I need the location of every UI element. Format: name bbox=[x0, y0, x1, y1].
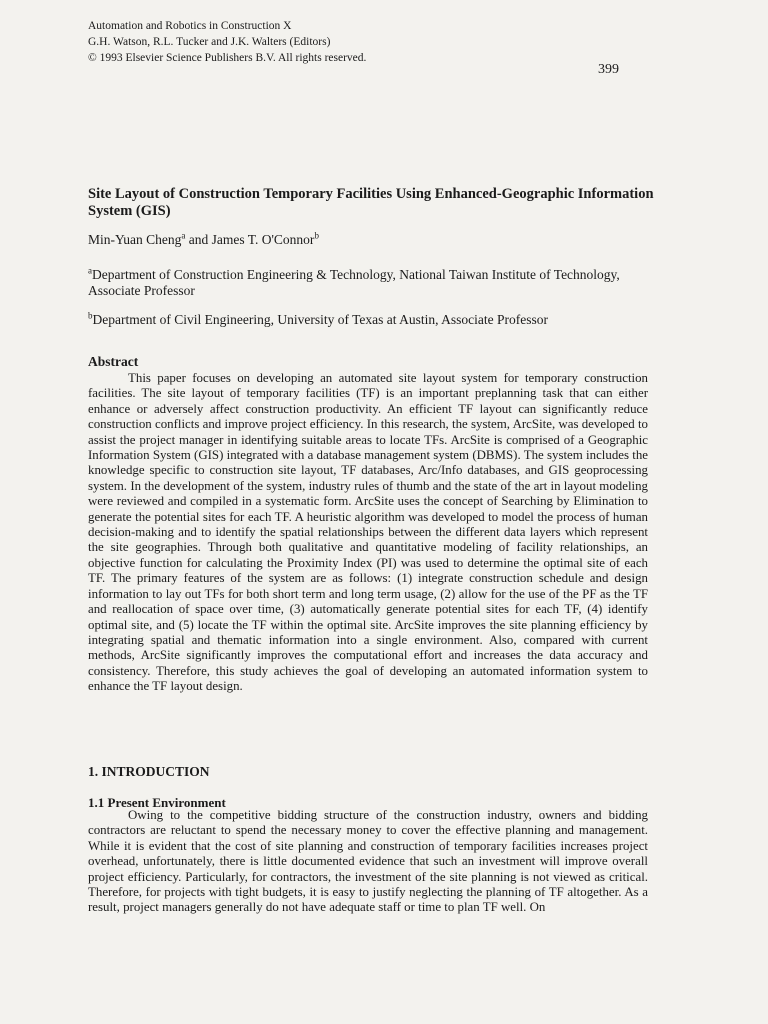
header-editors: G.H. Watson, R.L. Tucker and J.K. Walters (Editors) bbox=[88, 36, 331, 48]
affiliation-b bbox=[88, 312, 658, 328]
paper-title: Site Layout of Construction Temporary Facilities Using Enhanced-Geographic Information System (GIS) bbox=[88, 186, 654, 219]
introduction-text: Owing to the competitive bidding structure of the construction industry, owners and bidding contractors are reluctant to spend the necessary money to cover the effective planning and management. While it is evident that the cost of site planning and construction of temporary facilities increases project overhead, unfortunately, there is little documented evidence that such an investment will improve overall project efficiency. Particularly, for contractors, the investment of the site planning is not viewed as critical. Therefore, for projects with tight budgets, it is easy to justify neglecting the planning of TF altogether. As a result, project managers generally do not have adequate staff or time to plan TF well. On bbox=[88, 808, 648, 915]
author-line bbox=[88, 232, 319, 248]
abstract-heading: Abstract bbox=[88, 354, 139, 369]
header-copyright: © 1993 Elsevier Science Publishers B.V. All rights reserved. bbox=[88, 52, 367, 64]
abstract-text: This paper focuses on developing an automated site layout system for temporary construction facilities. The site layout of temporary facilities (TF) is an important preplanning task that can either enhance or adversely affect construction productivity. An efficient TF layout can significantly reduce construction conflicts and improve project efficiency. In this research, the system, ArcSite, was developed to assist the project manager in identifying suitable areas to locate TFs. ArcSite is comprised of a Geographic Information System (GIS) integrated with a database management system (DBMS). The system includes the knowledge specific to construction site layout, TF databases, Arc/Info databases, and GIS geoprocessing system. In the development of the system, industry rules of thumb and the state of the art in layout modeling were reviewed and compiled in a systematic form. ArcSite uses the concept of Searching by Elimination to generate the potential sites for each TF. A heuristic algorithm was developed to model the process of human decision-making and to identify the spatial relationships between the different data layers which represent the site geographies. Through both qualitative and quantitative modeling of facility relationships, an objective function for calculating the Proximity Index (PI) was used to determine the optimal site of each TF. The primary features of the system are as follows: (1) integrate construction schedule and design information to lay out TFs for both short term and long term usage, (2) allow for the use of the PF as the TF and reallocation of space over time, (3) automatically generate potential sites for each TF, (4) identify optimal site, and (5) locate the TF within the optimal site. ArcSite improves the site planning efficiency by integrating spatial and thematic information into a single environment. Also, compared with current methods, ArcSite significantly improves the computational effort and increases the data accuracy and consistency. Therefore, this study achieves the goal of developing an automated information system to enhance the TF layout design. bbox=[88, 371, 648, 694]
running-header bbox=[88, 18, 366, 66]
subsection-heading-present-environment: 1.1 Present Environment bbox=[88, 795, 226, 810]
author-2: James T. O'Connor bbox=[211, 232, 315, 247]
affiliation-a-mark: a bbox=[88, 265, 92, 276]
author-2-mark: b bbox=[314, 230, 319, 241]
page-number: 399 bbox=[598, 62, 619, 77]
author-1-mark: a bbox=[181, 230, 186, 241]
affiliation-a-text: Department of Construction Engineering & Technology, National Taiwan Institute of Technology, Associate Professor bbox=[88, 267, 620, 298]
affiliation-a bbox=[88, 267, 658, 299]
section-heading-introduction: 1. INTRODUCTION bbox=[88, 764, 210, 779]
affiliation-b-text: Department of Civil Engineering, University of Texas at Austin, Associate Professor bbox=[92, 312, 548, 327]
author-conjunction: and bbox=[185, 232, 212, 247]
author-1: Min-Yuan Cheng bbox=[88, 232, 182, 247]
header-book-title: Automation and Robotics in Construction X bbox=[88, 20, 292, 32]
affiliation-b-mark: b bbox=[88, 310, 93, 321]
